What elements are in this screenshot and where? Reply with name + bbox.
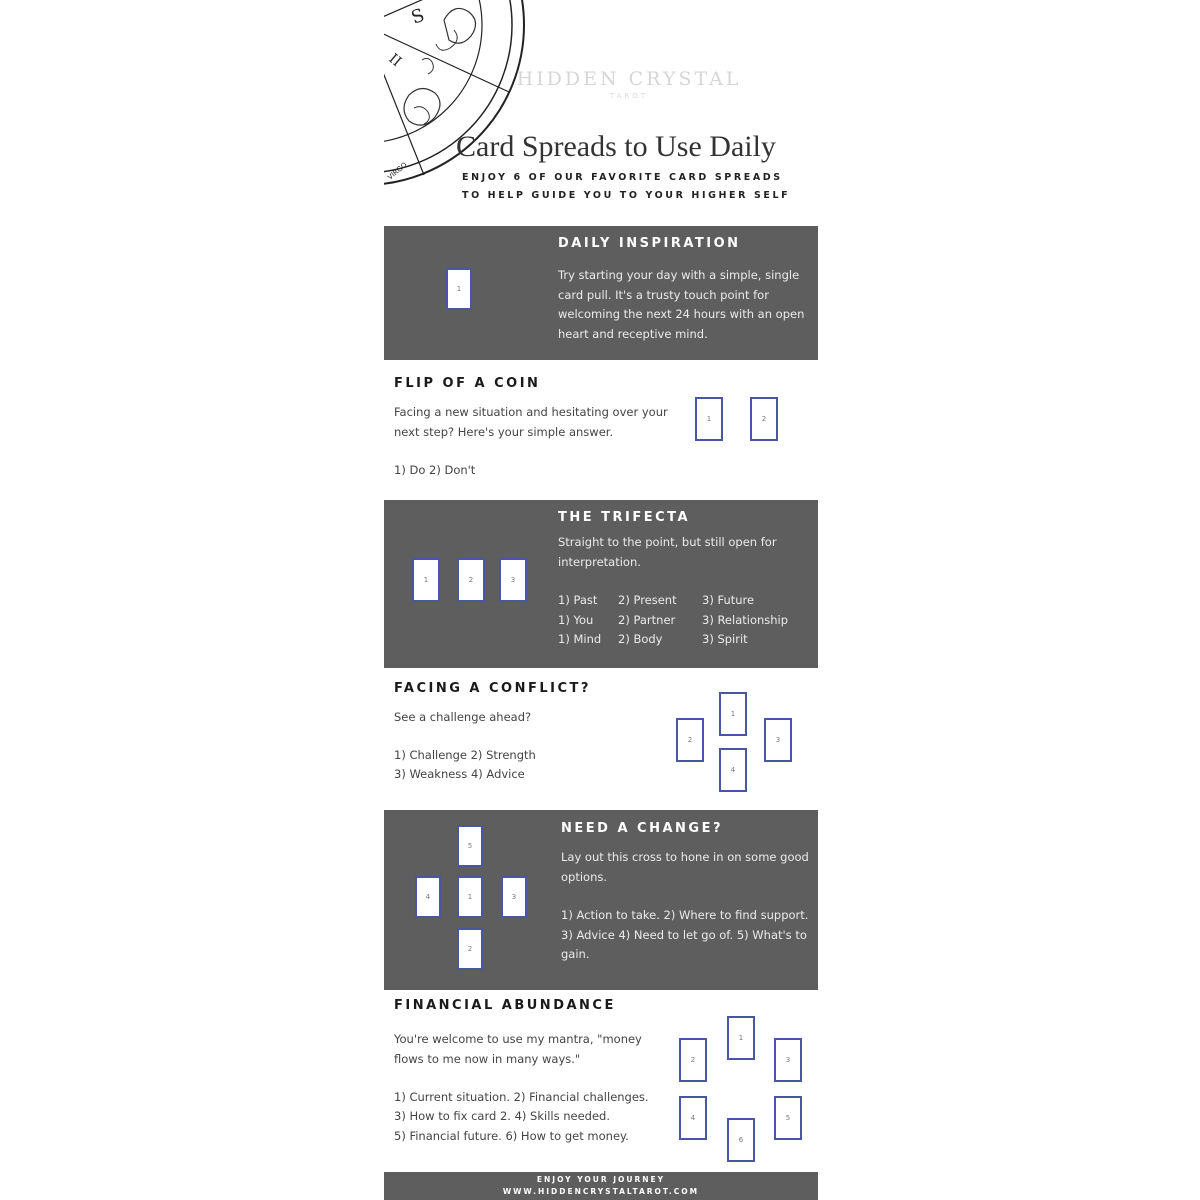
tarot-card: 2	[750, 397, 778, 441]
tarot-card: 3	[764, 718, 792, 762]
option-cell: 3) Relationship	[702, 612, 789, 627]
section-daily-inspiration	[384, 226, 818, 360]
tarot-card: 1	[719, 692, 747, 736]
section-list: 1) Action to take. 2) Where to find support. 3) Advice 4) Need to let go of. 5) What's to gain.	[561, 908, 809, 961]
tarot-card: 6	[727, 1118, 755, 1162]
svg-text:VIRGO: VIRGO	[386, 160, 409, 182]
option-cell: 3) Future	[702, 593, 755, 607]
tarot-card: 2	[457, 928, 483, 970]
section-financial-abundance	[384, 990, 818, 1172]
section-facing-a-conflict	[384, 668, 818, 810]
svg-text:II: II	[385, 50, 405, 71]
option-cell: 2) Partner	[618, 612, 676, 627]
section-text: See a challenge ahead?	[394, 710, 532, 724]
tarot-card: 1	[695, 397, 723, 441]
tarot-card: 4	[719, 748, 747, 792]
trifecta-options-table	[558, 591, 802, 650]
section-list-line-1: 1) Current situation. 2) Financial challenges.	[394, 1090, 649, 1104]
brand-logo-sub: TAROT	[609, 92, 649, 100]
option-cell: 2) Present	[618, 593, 677, 607]
tarot-card: 3	[774, 1038, 802, 1082]
tarot-card: 1	[457, 876, 483, 918]
tarot-card: 2	[676, 718, 704, 762]
section-need-a-change	[384, 810, 818, 990]
tarot-card: 5	[774, 1096, 802, 1140]
option-cell: 2) Body	[618, 632, 663, 646]
brand-logo: HIDDEN CRYSTAL	[516, 68, 742, 90]
section-title: FLIP OF A COIN	[394, 376, 541, 391]
option-cell: 1) You	[558, 612, 594, 627]
tarot-card: 1	[727, 1016, 755, 1060]
section-text: Try starting your day with a simple, single card pull. It's a trusty touch point for welcoming the next 24 hours with an open heart and receptive mind.	[558, 268, 805, 341]
tarot-card: 2	[457, 558, 485, 602]
section-flip-of-a-coin	[384, 360, 818, 500]
section-title: FACING A CONFLICT?	[394, 681, 591, 696]
section-title: DAILY INSPIRATION	[558, 236, 741, 251]
tagline-line-2: TO HELP GUIDE YOU TO YOUR HIGHER SELF	[462, 190, 791, 201]
tarot-card: 3	[501, 876, 527, 918]
footer-tagline: ENJOY YOUR JOURNEY	[536, 1175, 666, 1184]
option-cell: 1) Past	[558, 593, 598, 607]
section-list-line-3: 5) Financial future. 6) How to get money.	[394, 1129, 629, 1143]
section-title: NEED A CHANGE?	[561, 821, 723, 836]
zodiac-wheel-illustration	[384, 0, 529, 195]
tagline-line-1: ENJOY 6 OF OUR FAVORITE CARD SPREADS	[462, 172, 783, 183]
tarot-card: 4	[415, 876, 441, 918]
section-list: 1) Do 2) Don't	[394, 463, 476, 477]
section-title: THE TRIFECTA	[558, 510, 691, 525]
tarot-card: 4	[679, 1096, 707, 1140]
section-list-line-2: 3) How to fix card 2. 4) Skills needed.	[394, 1109, 611, 1123]
section-text: You're welcome to use my mantra, "money flows to me now in many ways."	[394, 1032, 642, 1066]
page-title: Card Spreads to Use Daily	[456, 130, 776, 163]
section-list-line-1: 1) Challenge 2) Strength	[394, 748, 536, 762]
section-text: Lay out this cross to hone in on some good options.	[561, 850, 809, 884]
tarot-card: 1	[412, 558, 440, 602]
option-cell: 3) Spirit	[702, 632, 748, 646]
section-the-trifecta	[384, 500, 818, 668]
infographic	[384, 0, 818, 1200]
tarot-card: 2	[679, 1038, 707, 1082]
tarot-card: 5	[457, 825, 483, 867]
section-text: Straight to the point, but still open for interpretation.	[558, 535, 777, 569]
footer	[384, 1172, 818, 1200]
section-text: Facing a new situation and hesitating over your next step? Here's your simple answer.	[394, 405, 668, 439]
tarot-card: 3	[499, 558, 527, 602]
section-title: FINANCIAL ABUNDANCE	[394, 998, 616, 1013]
svg-text:S: S	[408, 4, 428, 29]
tarot-card: 1	[446, 268, 472, 310]
footer-website-link[interactable]: WWW.HIDDENCRYSTALTAROT.COM	[502, 1187, 700, 1196]
option-cell: 1) Mind	[558, 632, 602, 646]
section-list-line-2: 3) Weakness 4) Advice	[394, 767, 525, 781]
